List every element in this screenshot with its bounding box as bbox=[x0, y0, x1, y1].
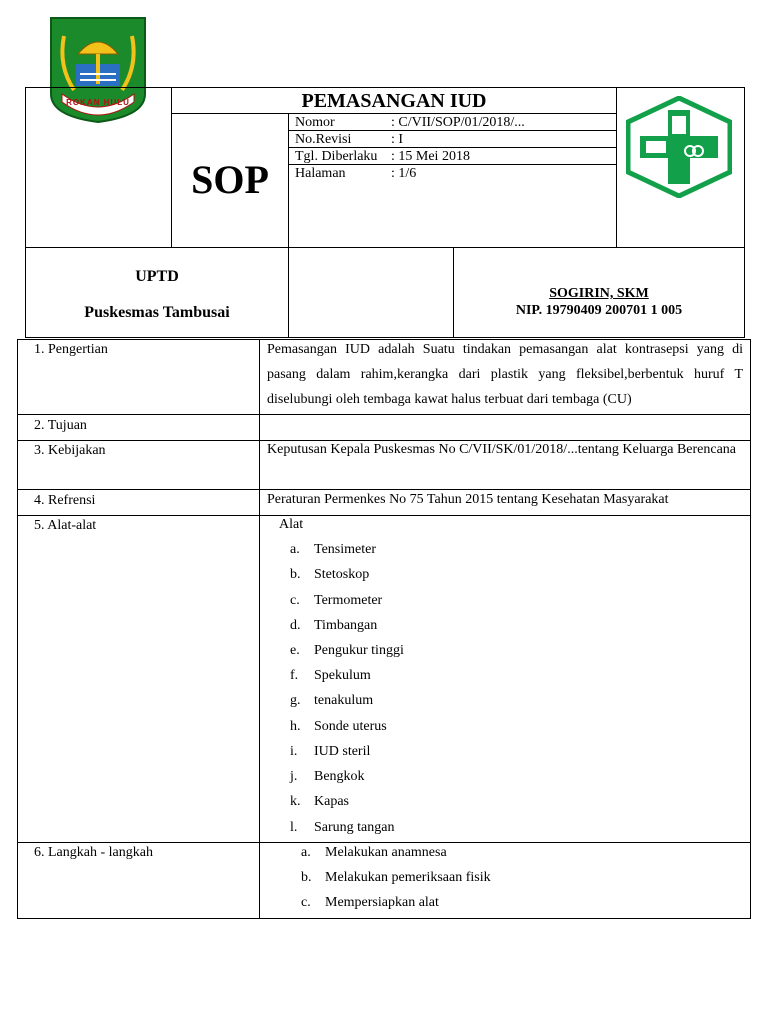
row-label-referensi: 4. Refrensi bbox=[34, 493, 96, 508]
sop-label: SOP bbox=[191, 157, 269, 202]
meta-value: : 1/6 bbox=[391, 166, 417, 181]
meta-label: Halaman bbox=[295, 166, 346, 181]
list-item: k. Kapas bbox=[290, 794, 349, 809]
list-item: a. Tensimeter bbox=[290, 542, 376, 557]
alat-heading: Alat bbox=[279, 517, 304, 532]
org-name: Puskesmas Tambusai bbox=[84, 304, 230, 321]
meta-value: : I bbox=[391, 132, 404, 147]
meta-label: Tgl. Diberlaku bbox=[295, 149, 378, 164]
puskesmas-logo bbox=[626, 96, 732, 198]
list-item: l. Sarung tangan bbox=[290, 820, 395, 835]
row-text-pengertian: Pemasangan IUD adalah Suatu tindakan pemasangan alat kontrasepsi yang di pasang dalam rahim,kerangka dari plastik yang fleksibel,berbentuk huruf T diselubungi oleh tembaga kawat halus terbuat dari tembaga (CU) bbox=[267, 342, 743, 407]
row-label-kebijakan: 3. Kebijakan bbox=[34, 443, 106, 458]
list-item: e. Pengukur tinggi bbox=[290, 643, 404, 658]
meta-value: : C/VII/SOP/01/2018/... bbox=[391, 115, 525, 130]
list-item: d. Timbangan bbox=[290, 618, 378, 633]
signer-nip: NIP. 19790409 200701 1 005 bbox=[515, 303, 683, 318]
list-item: f. Spekulum bbox=[290, 668, 371, 683]
row-label-pengertian: 1. Pengertian bbox=[34, 342, 108, 357]
row-label-tujuan: 2. Tujuan bbox=[34, 418, 87, 433]
list-item: b. Stetoskop bbox=[290, 567, 370, 582]
meta-nomor bbox=[295, 114, 525, 131]
list-item: i. IUD steril bbox=[290, 744, 371, 759]
org-unit: UPTD bbox=[135, 268, 179, 285]
list-item: c. Mempersiapkan alat bbox=[301, 895, 439, 910]
row-text-referensi: Peraturan Permenkes No 75 Tahun 2015 tentang Kesehatan Masyarakat bbox=[267, 492, 669, 507]
meta-halaman bbox=[295, 165, 416, 182]
list-item: h. Sonde uterus bbox=[290, 719, 387, 734]
meta-label: Nomor bbox=[295, 115, 335, 130]
meta-value: : 15 Mei 2018 bbox=[391, 149, 470, 164]
row-label-alat: 5. Alat-alat bbox=[34, 518, 97, 533]
list-item: a. Melakukan anamnesa bbox=[301, 845, 447, 860]
list-item: c. Termometer bbox=[290, 593, 383, 608]
row-text-kebijakan: Keputusan Kepala Puskesmas No C/VII/SK/01/2018/...tentang Keluarga Berencana bbox=[267, 442, 737, 457]
meta-revisi bbox=[295, 131, 403, 148]
list-item: j. Bengkok bbox=[290, 769, 365, 784]
row-label-langkah: 6. Langkah - langkah bbox=[34, 845, 153, 860]
meta-label: No.Revisi bbox=[295, 132, 352, 147]
list-item: g. tenakulum bbox=[290, 693, 374, 708]
signer-name: SOGIRIN, SKM bbox=[549, 286, 649, 301]
document-title: PEMASANGAN IUD bbox=[301, 90, 487, 112]
meta-tanggal bbox=[295, 148, 470, 165]
list-item: b. Melakukan pemeriksaan fisik bbox=[301, 870, 491, 885]
logo-ribbon-text: ROKAN HULU bbox=[66, 98, 130, 107]
